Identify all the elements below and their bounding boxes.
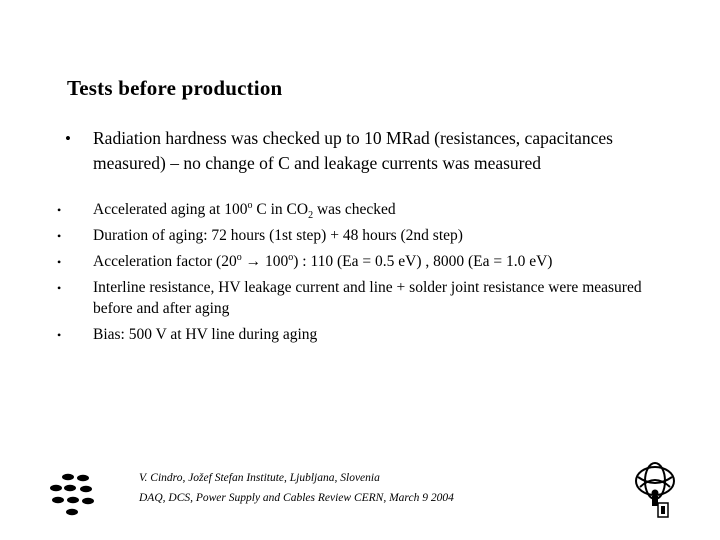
footer-author: V. Cindro, Jožef Stefan Institute, Ljubljana, Slovenia [139, 472, 380, 484]
bullet-dot: • [57, 203, 62, 217]
bullet-text: Interline resistance, HV leakage current and line + solder joint resistance were measured before and after aging [93, 279, 642, 317]
bullet-item [65, 126, 683, 176]
bullet-item [57, 225, 683, 246]
footer-event: DAQ, DCS, Power Supply and Cables Review CERN, March 9 2004 [139, 492, 454, 504]
slide-title: Tests before production [67, 76, 283, 100]
bullet-dot: • [65, 129, 71, 148]
bullet-dot: • [57, 281, 62, 295]
bullet-item [57, 199, 683, 222]
bullet-text: Duration of aging: 72 hours (1st step) + 48 hours (2nd step) [93, 227, 463, 244]
bullet-dot: • [57, 229, 62, 243]
bullet-text: Accelerated aging at 100$^o$ C in $CO_2$ was checked [93, 199, 396, 222]
ijs-dot-logo-icon [48, 473, 98, 524]
bullet-item [57, 324, 683, 345]
bullet-text: Bias: 500 V at HV line during aging [93, 326, 318, 343]
bullet-item [57, 277, 683, 319]
footer [139, 468, 454, 508]
bullet-text: Acceleration factor $(20^o \to 100^o)$ : 110 (Ea = 0.5 eV) , 8000 (Ea = 1.0 eV) [93, 251, 553, 270]
cern-atlas-logo-icon [633, 459, 677, 526]
bullet-dot: • [57, 328, 62, 342]
bullet-text: Radiation hardness was checked up to 10 MRad (resistances, capacitances measured) – no change of C and leakage currents was measured [93, 128, 613, 173]
bullet-dot: • [57, 255, 62, 269]
bullet-item [57, 251, 683, 272]
